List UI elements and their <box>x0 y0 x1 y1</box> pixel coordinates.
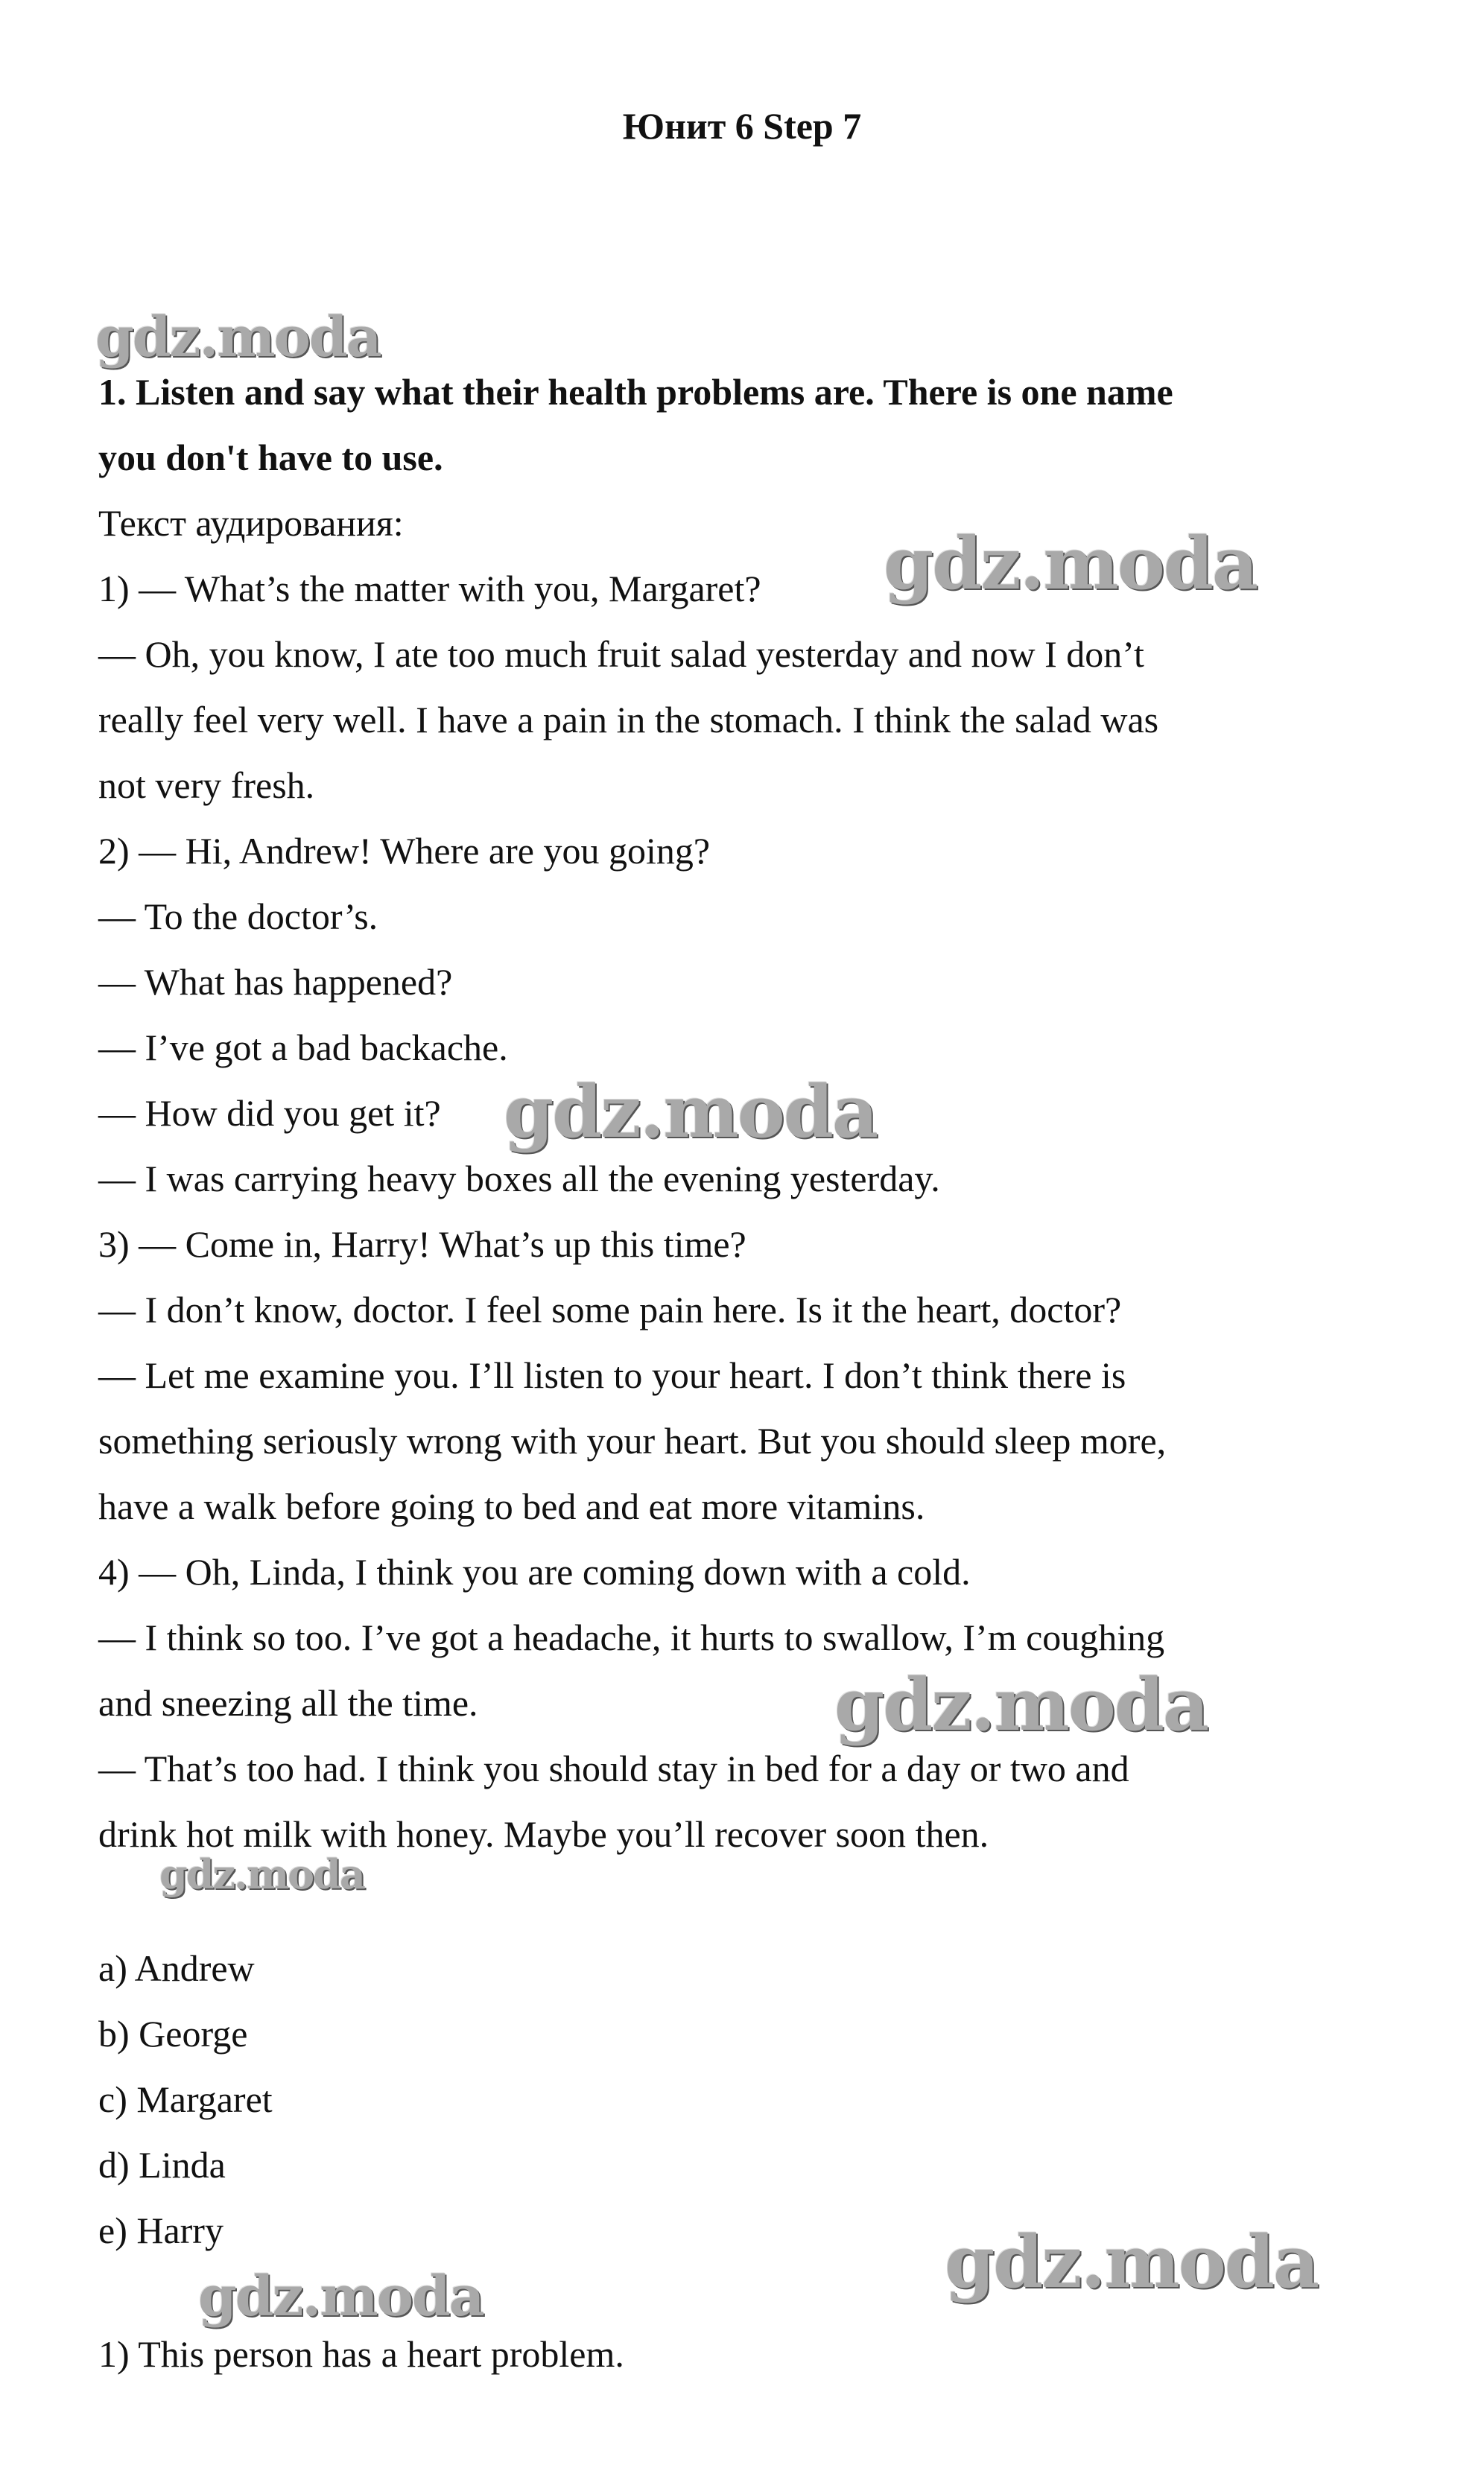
name-option-e: e) Harry <box>98 2210 223 2251</box>
transcript-line: drink hot milk with honey. Maybe you’ll recover soon then. <box>98 1813 989 1855</box>
page-title: Юнит 6 Step 7 <box>622 105 862 147</box>
transcript-line: — Let me examine you. I’ll listen to your heart. I don’t think there is <box>98 1354 1126 1396</box>
transcript-line: — I don’t know, doctor. I feel some pain here. Is it the heart, doctor? <box>98 1289 1122 1330</box>
name-option-b: b) George <box>98 2013 248 2055</box>
exercise-heading-line-1: 1. Listen and say what their health problems are. There is one name <box>98 371 1173 413</box>
transcript-line: and sneezing all the time. <box>98 1682 478 1724</box>
transcript-line: — To the doctor’s. <box>98 895 378 937</box>
watermark-logo: gdz.moda <box>159 1850 364 1898</box>
exercise-body <box>98 359 1395 1867</box>
watermark-logo: gdz.moda <box>504 1070 878 1154</box>
transcript-line: really feel very well. I have a pain in the stomach. I think the salad was <box>98 699 1159 740</box>
task-statement: 1) This person has a heart problem. <box>98 2333 624 2375</box>
watermark-logo: gdz.moda <box>198 2265 483 2329</box>
transcript-line: not very fresh. <box>98 764 315 806</box>
transcript-line: something seriously wrong with your heart. But you should sleep more, <box>98 1420 1167 1462</box>
transcript-line: have a walk before going to bed and eat more vitamins. <box>98 1485 925 1527</box>
transcript-line: 4) — Oh, Linda, I think you are coming down with a cold. <box>98 1551 971 1593</box>
transcript-line: 1) — What’s the matter with you, Margaret? <box>98 568 761 609</box>
transcript-line: — What has happened? <box>98 961 453 1003</box>
transcript-line: 3) — Come in, Harry! What’s up this time? <box>98 1223 746 1265</box>
transcript-line: — I was carrying heavy boxes all the evening yesterday. <box>98 1158 940 1199</box>
watermark-logo: gdz.moda <box>95 305 381 369</box>
transcript-line: — That’s too had. I think you should stay in bed for a day or two and <box>98 1748 1129 1789</box>
transcript-line: — I’ve got a bad backache. <box>98 1027 508 1068</box>
transcript-line: — I think so too. I’ve got a headache, it hurts to swallow, I’m coughing <box>98 1617 1165 1658</box>
watermark-logo: gdz.moda <box>884 521 1258 606</box>
transcript-line: — How did you get it? <box>98 1092 441 1134</box>
name-option-d: d) Linda <box>98 2144 226 2186</box>
exercise-heading-line-2: you don't have to use. <box>98 437 443 478</box>
transcript-line: — Oh, you know, I ate too much fruit salad yesterday and now I don’t <box>98 633 1144 675</box>
name-option-c: c) Margaret <box>98 2078 273 2120</box>
transcript-label: Текст аудирования: <box>98 502 404 544</box>
watermark-logo: gdz.moda <box>834 1663 1208 1747</box>
name-options <box>98 1935 1395 2263</box>
watermark-logo: gdz.moda <box>945 2220 1319 2304</box>
name-option-a: a) Andrew <box>98 1947 255 1989</box>
transcript-line: 2) — Hi, Andrew! Where are you going? <box>98 830 711 872</box>
